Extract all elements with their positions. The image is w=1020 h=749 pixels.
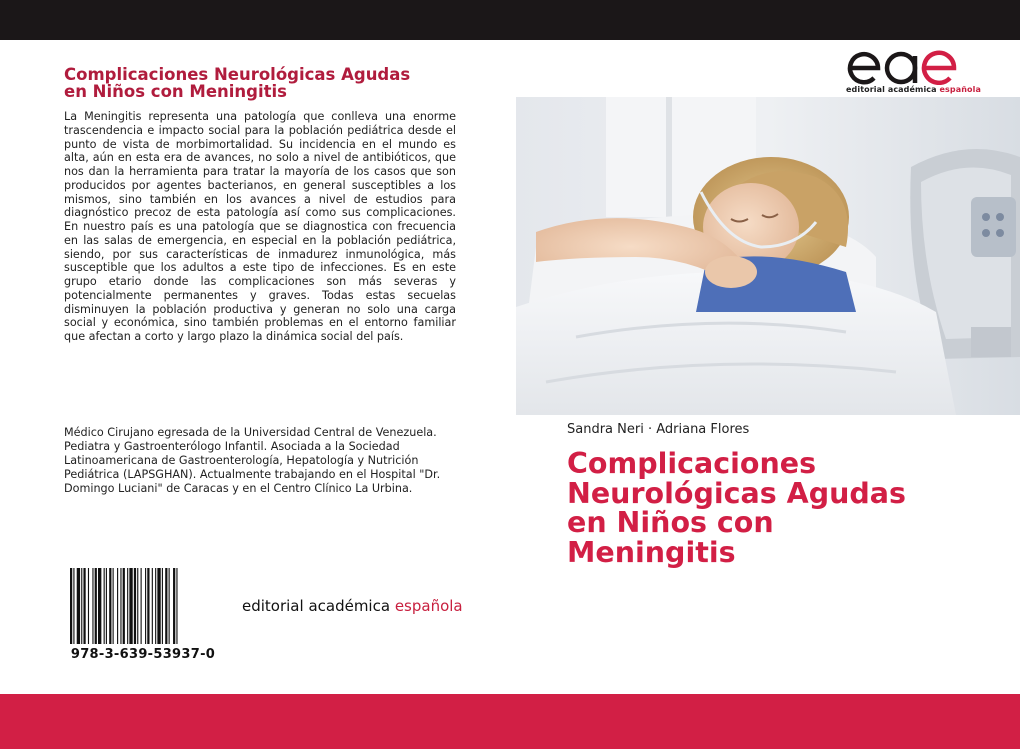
barcode-bar	[92, 568, 93, 644]
barcode-bar	[106, 568, 107, 644]
cover-photo	[516, 97, 1020, 415]
back-publisher-part1: editorial académica	[242, 597, 391, 615]
barcode-bar	[88, 568, 89, 644]
back-publisher-part2: española	[394, 597, 463, 615]
back-publisher-name	[242, 597, 463, 615]
barcode-bar	[113, 568, 114, 644]
isbn-barcode-block	[70, 568, 216, 662]
logo-caption-part1: editorial académica	[846, 85, 937, 94]
front-title-line4: Meningitis	[567, 535, 736, 569]
barcode-bar	[73, 568, 74, 644]
barcode-bar	[141, 568, 142, 644]
barcode-bar	[81, 568, 82, 644]
barcode-icon	[70, 568, 214, 644]
barcode-bar	[147, 568, 149, 644]
barcode-bar	[157, 568, 160, 644]
barcode-bar	[104, 568, 105, 644]
top-band	[0, 0, 1020, 40]
barcode-bar	[137, 568, 138, 644]
barcode-bar	[155, 568, 156, 644]
front-title-line2: Neurológicas Agudas	[567, 476, 906, 510]
authors: Sandra Neri · Adriana Flores	[567, 422, 750, 437]
barcode-bar	[117, 568, 118, 644]
barcode-bar	[123, 568, 125, 644]
front-title-line3: en Niños con	[567, 506, 774, 539]
back-cover-blurb: La Meningitis representa una patología que conlleva una enorme trascendencia e impacto social para la población pediátrica desde el punto de vista de morbimortalidad. Su incidencia en el mundo es alta, aún en esta era de avances, no solo a nivel de antibióticos, que nos dan la herramienta para tratar la mayoría de los casos que son producidos por agentes bacterianos, en general susceptibles a los mismos, sino también en los avances a nivel de estudios para diagnóstico precoz de esta patología así como sus complicaciones. En nuestro país es una patología que se diagnostica con frecuencia en las salas de emergencia, en especial en la población pediátrica, siendo, por sus características de inmadurez inmunológica, más susceptible que los adultos a este tipo de infecciones. Es en este grupo etario donde las complicaciones son más severas y potencialmente permanentes y graves. Todas estas secuelas disminuyen la población productiva y generan no solo una carga social y económica, sino también problemas en el entorno familiar que afectan a corto y largo plazo la dinámica social del país.	[64, 110, 456, 343]
barcode-bar	[127, 568, 128, 644]
back-title-line2: en Niños con Meningitis	[64, 82, 287, 101]
publisher-logo	[846, 49, 981, 97]
logo-caption	[846, 85, 981, 94]
barcode-bar	[77, 568, 80, 644]
barcode-bar	[169, 568, 170, 644]
barcode-bar	[165, 568, 167, 644]
eae-logo-icon	[846, 49, 960, 85]
barcode-bar	[95, 568, 97, 644]
barcode-bar	[109, 568, 111, 644]
back-cover-title	[64, 66, 464, 100]
bottom-band	[0, 694, 1020, 749]
barcode-bar	[145, 568, 146, 644]
logo-caption-part2: española	[939, 85, 981, 94]
barcode-bar	[162, 568, 163, 644]
barcode-bar	[152, 568, 153, 644]
barcode-bar	[129, 568, 132, 644]
front-title-line1: Complicaciones	[567, 447, 817, 480]
barcode-bar	[70, 568, 72, 644]
barcode-bar	[120, 568, 121, 644]
author-bio: Médico Cirujano egresada de la Universidad Central de Venezuela. Pediatra y Gastroenterólogo Infantil. Asociada a la Sociedad Latinoamericana de Gastroenterología, Hepatología y Nutrición Pediátrica (LAPSGHAN). Actualmente trabajando en el Hospital "Dr. Domingo Luciani" de Caracas y en el Centro Clínico La Urbina.	[64, 426, 441, 495]
barcode-bar	[176, 568, 177, 644]
barcode-bar	[98, 568, 101, 644]
sleeping-child-photo-icon	[516, 97, 1020, 415]
back-title-line1: Complicaciones Neurológicas Agudas	[64, 65, 411, 84]
isbn-number: 978-3-639-53937-0	[70, 647, 216, 662]
barcode-bar	[83, 568, 85, 644]
barcode-bar	[134, 568, 136, 644]
barcode-bar	[173, 568, 175, 644]
front-cover-title	[567, 449, 997, 567]
